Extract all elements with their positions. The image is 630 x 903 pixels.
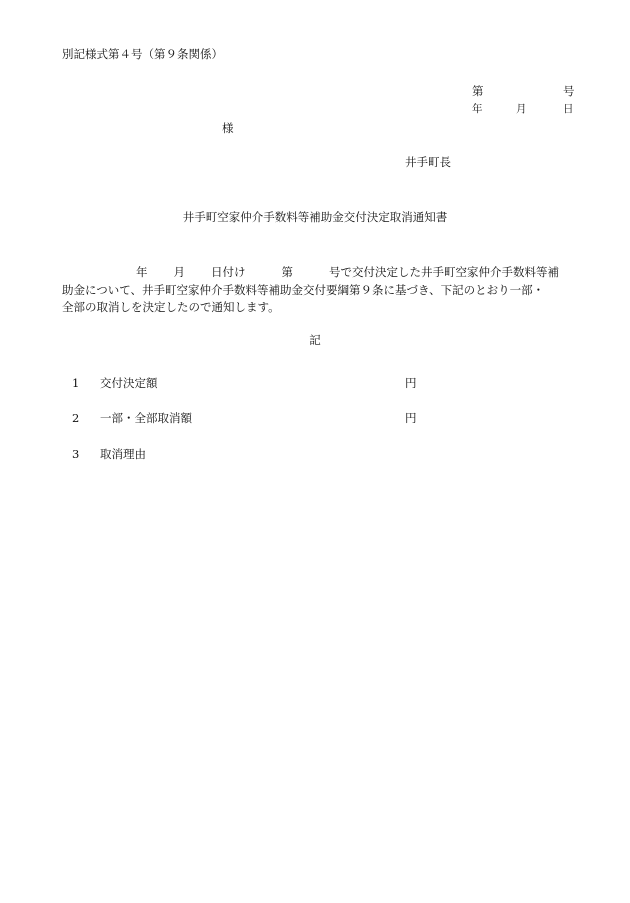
ki-heading: 記 [309, 333, 321, 347]
body-number-prefix: 第 [281, 265, 293, 279]
item-label-cancel-amount: 一部・全部取消額 [100, 411, 192, 425]
sender-name: 井手町長 [405, 155, 451, 169]
document-title: 井手町空家仲介手数料等補助金交付決定取消通知書 [182, 210, 448, 224]
body-day: 日付け [211, 265, 246, 279]
item-unit-yen: 円 [405, 376, 417, 390]
item-label-grant-amount: 交付決定額 [100, 376, 158, 390]
item-unit-yen: 円 [405, 411, 417, 425]
item-number: 1 [72, 376, 80, 390]
notice-body [62, 264, 582, 317]
item-number: 2 [72, 411, 80, 425]
date-year-label: 年 [472, 103, 483, 115]
body-line-3: 全部の取消しを決定したので通知します。 [62, 300, 280, 314]
body-line-1 [62, 264, 582, 282]
date-month-label: 月 [516, 103, 527, 115]
addressee-honorific: 様 [222, 121, 234, 135]
item-label-cancel-reason: 取消理由 [100, 447, 146, 461]
body-month: 月 [173, 265, 185, 279]
date-day-label: 日 [563, 103, 574, 115]
body-line1-rest: 号で交付決定した井手町空家仲介手数料等補 [329, 265, 559, 279]
body-year: 年 [136, 265, 148, 279]
document-number-suffix: 号 [563, 84, 575, 98]
document-number-prefix: 第 [472, 84, 484, 98]
item-number: 3 [72, 447, 80, 461]
body-line-2: 助金について、井手町空家仲介手数料等補助金交付要綱第９条に基づき、下記のとおり一部・ [62, 282, 545, 297]
form-label: 別記様式第４号（第９条関係） [62, 47, 223, 61]
